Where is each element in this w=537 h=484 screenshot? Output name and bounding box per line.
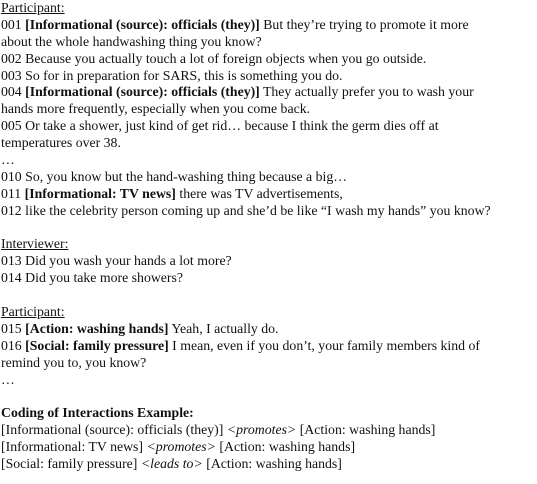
line-text: …: [1, 371, 15, 387]
spacer: [1, 287, 537, 304]
line-text: So for in preparation for SARS, this is something you do.: [25, 67, 343, 83]
coding-target: [Action: washing hands]: [202, 456, 342, 472]
transcript-line-001-cont: [1, 34, 537, 51]
line-number: 003: [1, 67, 22, 83]
coding-target: [Action: washing hands]: [215, 439, 356, 455]
transcript-line-005: [1, 118, 537, 135]
line-text: So, you know but the hand-washing thing because a big…: [25, 168, 348, 184]
line-text: Or take a shower, just kind of get rid… because I think the germ dies off at: [25, 118, 439, 134]
spacer: [1, 220, 537, 237]
transcript-line-016: [1, 338, 537, 355]
coding-row: [1, 439, 537, 456]
line-number: 005: [1, 118, 22, 134]
coding-source: [Informational: TV news]: [1, 439, 147, 455]
transcript-line-001: [1, 17, 537, 34]
code-tag: [Social: family pressure]: [25, 337, 169, 353]
line-text: But they’re trying to promote it more: [259, 16, 469, 32]
transcript-line-011: [1, 186, 537, 203]
spacer: [1, 388, 537, 405]
line-number: 002: [1, 50, 22, 66]
line-number: 001: [1, 16, 22, 32]
coding-heading-text: Coding of Interactions Example:: [1, 405, 194, 421]
transcript-line-005-cont: [1, 135, 537, 152]
transcript-line-012: [1, 203, 537, 220]
transcript-line-004: [1, 84, 537, 101]
coding-relation: <promotes>: [226, 422, 297, 438]
coding-source: [Social: family pressure]: [1, 456, 141, 472]
code-tag: [Informational: TV news]: [24, 185, 176, 201]
coding-source: [Informational (source): officials (they)]: [1, 422, 227, 438]
transcript-line-014: [1, 270, 537, 287]
line-text: …: [1, 152, 15, 168]
code-tag: [Informational (source): officials (they)]: [25, 16, 260, 32]
coding-target: [Action: washing hands]: [296, 422, 436, 438]
line-text: Yeah, I actually do.: [168, 320, 279, 336]
transcript-line-013: [1, 253, 537, 270]
speaker-label-interviewer: Interviewer:: [1, 236, 69, 252]
line-text: about the whole handwashing thing you know?: [1, 33, 262, 49]
line-number: 010: [1, 168, 22, 184]
transcript-line-004-cont: [1, 101, 537, 118]
transcript-line-010: [1, 169, 537, 186]
line-text: Because you actually touch a lot of foreign objects when you go outside.: [25, 50, 427, 66]
transcript-line-015: [1, 321, 537, 338]
line-number: 012: [1, 202, 22, 218]
line-text: like the celebrity person coming up and she’d be like “I wash my hands” you know?: [25, 202, 491, 218]
coding-heading: [1, 405, 537, 422]
line-number: 011: [1, 185, 22, 201]
line-text: there was TV advertisements,: [175, 185, 343, 201]
code-tag: [Action: washing hands]: [25, 320, 169, 336]
transcript-line-002: [1, 51, 537, 68]
code-tag: [Informational (source): officials (they)]: [25, 84, 260, 100]
line-number: 013: [1, 253, 22, 269]
line-text: Did you take more showers?: [25, 270, 184, 286]
ellipsis-line: [1, 372, 537, 389]
speaker-label-participant: Participant:: [1, 304, 65, 320]
coding-relation: <promotes>: [146, 439, 216, 455]
line-number: 014: [1, 270, 22, 286]
coding-relation: <leads to>: [140, 456, 203, 472]
line-number: 016: [1, 337, 22, 353]
line-number: 015: [1, 320, 22, 336]
coding-row: [1, 422, 537, 439]
transcript-line-003: [1, 68, 537, 85]
coding-row: [1, 456, 537, 473]
line-text: I mean, even if you don’t, your family members kind of: [168, 337, 480, 353]
speaker-label-participant: Participant:: [1, 0, 65, 15]
ellipsis-line: [1, 152, 537, 169]
line-text: Did you wash your hands a lot more?: [25, 253, 232, 269]
transcript-line-016-cont: [1, 355, 537, 372]
line-number: 004: [1, 84, 22, 100]
line-text: remind you to, you know?: [1, 354, 147, 370]
line-text: temperatures over 38.: [1, 135, 121, 151]
line-text: hands more frequently, especially when you come back.: [1, 101, 311, 117]
line-text: They actually prefer you to wash your: [259, 84, 474, 100]
